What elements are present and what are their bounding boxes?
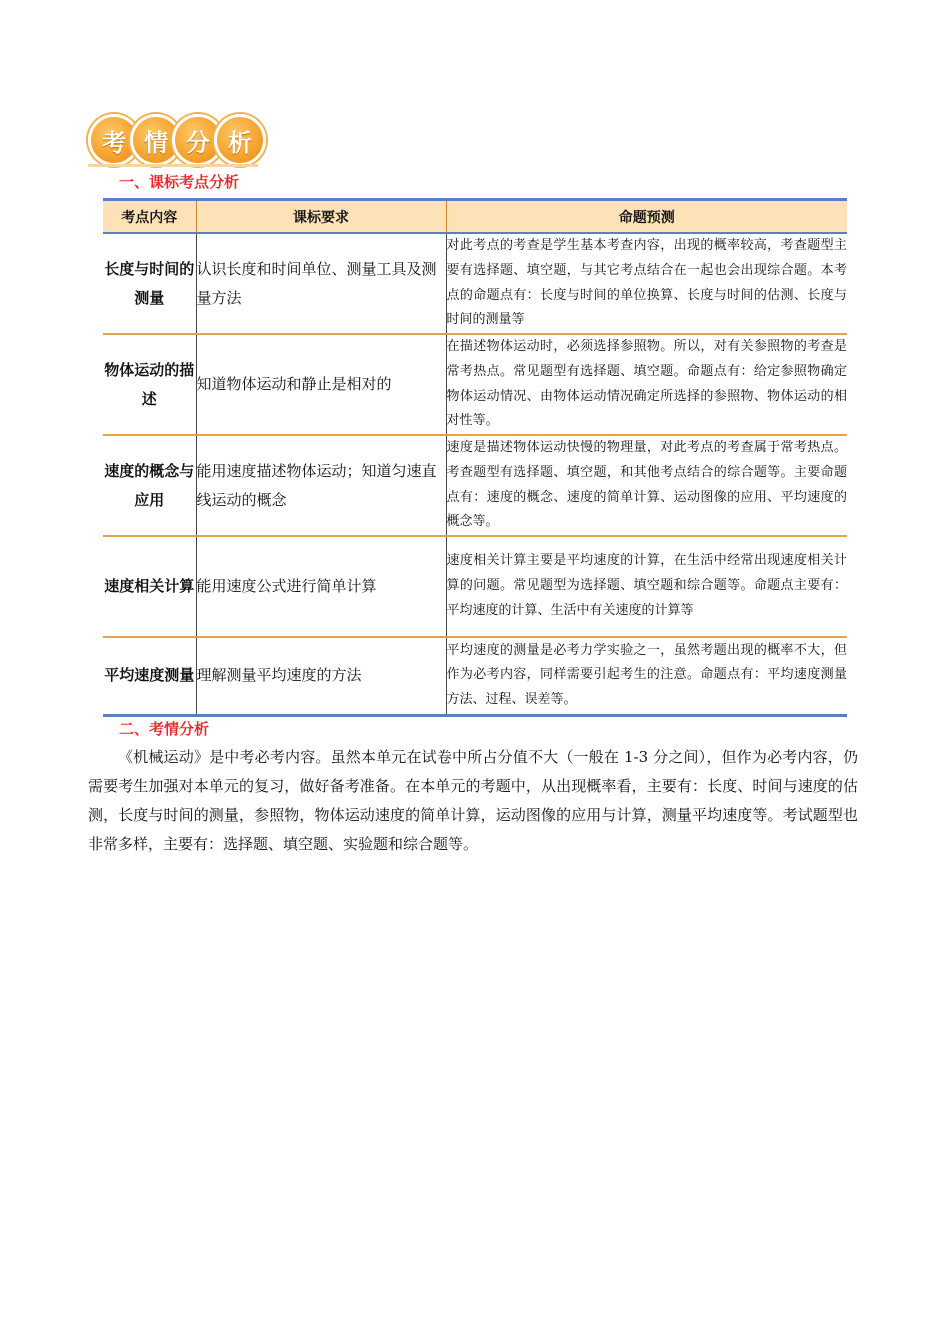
requirement-cell: 认识长度和时间单位、测量工具及测量方法	[196, 233, 446, 334]
prediction-cell: 在描述物体运动时，必须选择参照物。所以，对有关参照物的考查是常考热点。常见题型有选择题、填空题。命题点有：给定参照物确定物体运动情况、由物体运动情况确定所选择的参照物、物体运动的相对性等。	[446, 334, 847, 435]
prediction-cell: 速度是描述物体运动快慢的物理量，对此考点的考查属于常考热点。考查题型有选择题、填空题，和其他考点结合的综合题等。主要命题点有：速度的概念、速度的简单计算、运动图像的应用、平均速度的概念等。	[446, 435, 847, 536]
topic-cell: 平均速度测量	[103, 637, 196, 715]
table-row	[103, 536, 847, 637]
requirement-cell: 理解测量平均速度的方法	[196, 637, 446, 715]
table-row	[103, 637, 847, 715]
exam-point-table	[103, 198, 847, 717]
table-row	[103, 233, 847, 334]
banner-char: 考	[88, 114, 140, 166]
analysis-paragraph: 《机械运动》是中考必考内容。虽然本单元在试卷中所占分值不大（一般在 1-3 分之间），但作为必考内容，仍需要考生加强对本单元的复习，做好备考准备。在本单元的考题中，从出现概率看，主要有：长度、时间与速度的估测，长度与时间的测量，参照物，物体运动速度的简单计算，运动图像的应用与计算，测量平均速度等。考试题型也非常多样，主要有：选择题、填空题、实验题和综合题等。	[88, 748, 858, 853]
col-header-prediction: 命题预测	[446, 200, 847, 234]
section1-title: 一、课标考点分析	[119, 173, 240, 191]
prediction-cell: 平均速度的测量是必考力学实验之一，虽然考题出现的概率不大，但作为必考内容，同样需要引起考生的注意。命题点有：平均速度测量方法、过程、误差等。	[446, 637, 847, 715]
col-header-requirement: 课标要求	[196, 200, 446, 234]
requirement-cell: 能用速度描述物体运动；知道匀速直线运动的概念	[196, 435, 446, 536]
banner-underline	[88, 164, 258, 167]
banner-char: 情	[130, 114, 182, 166]
banner-char: 析	[214, 114, 266, 166]
topic-cell: 速度相关计算	[103, 536, 196, 637]
section2-title: 二、考情分析	[119, 720, 210, 738]
col-header-topic: 考点内容	[103, 200, 196, 234]
prediction-cell: 对此考点的考查是学生基本考查内容，出现的概率较高，考查题型主要有选择题、填空题，与其它考点结合在一起也会出现综合题。本考点的命题点有：长度与时间的单位换算、长度与时间的估测、长度与时间的测量等	[446, 233, 847, 334]
topic-cell: 速度的概念与应用	[103, 435, 196, 536]
table-row	[103, 334, 847, 435]
banner-char: 分	[172, 114, 224, 166]
requirement-cell: 知道物体运动和静止是相对的	[196, 334, 446, 435]
table-row	[103, 435, 847, 536]
table-header-row	[103, 200, 847, 234]
prediction-cell: 速度相关计算主要是平均速度的计算，在生活中经常出现速度相关计算的问题。常见题型为选择题、填空题和综合题等。命题点主要有：平均速度的计算、生活中有关速度的计算等	[446, 536, 847, 637]
requirement-cell: 能用速度公式进行简单计算	[196, 536, 446, 637]
topic-cell: 物体运动的描述	[103, 334, 196, 435]
topic-cell: 长度与时间的测量	[103, 233, 196, 334]
